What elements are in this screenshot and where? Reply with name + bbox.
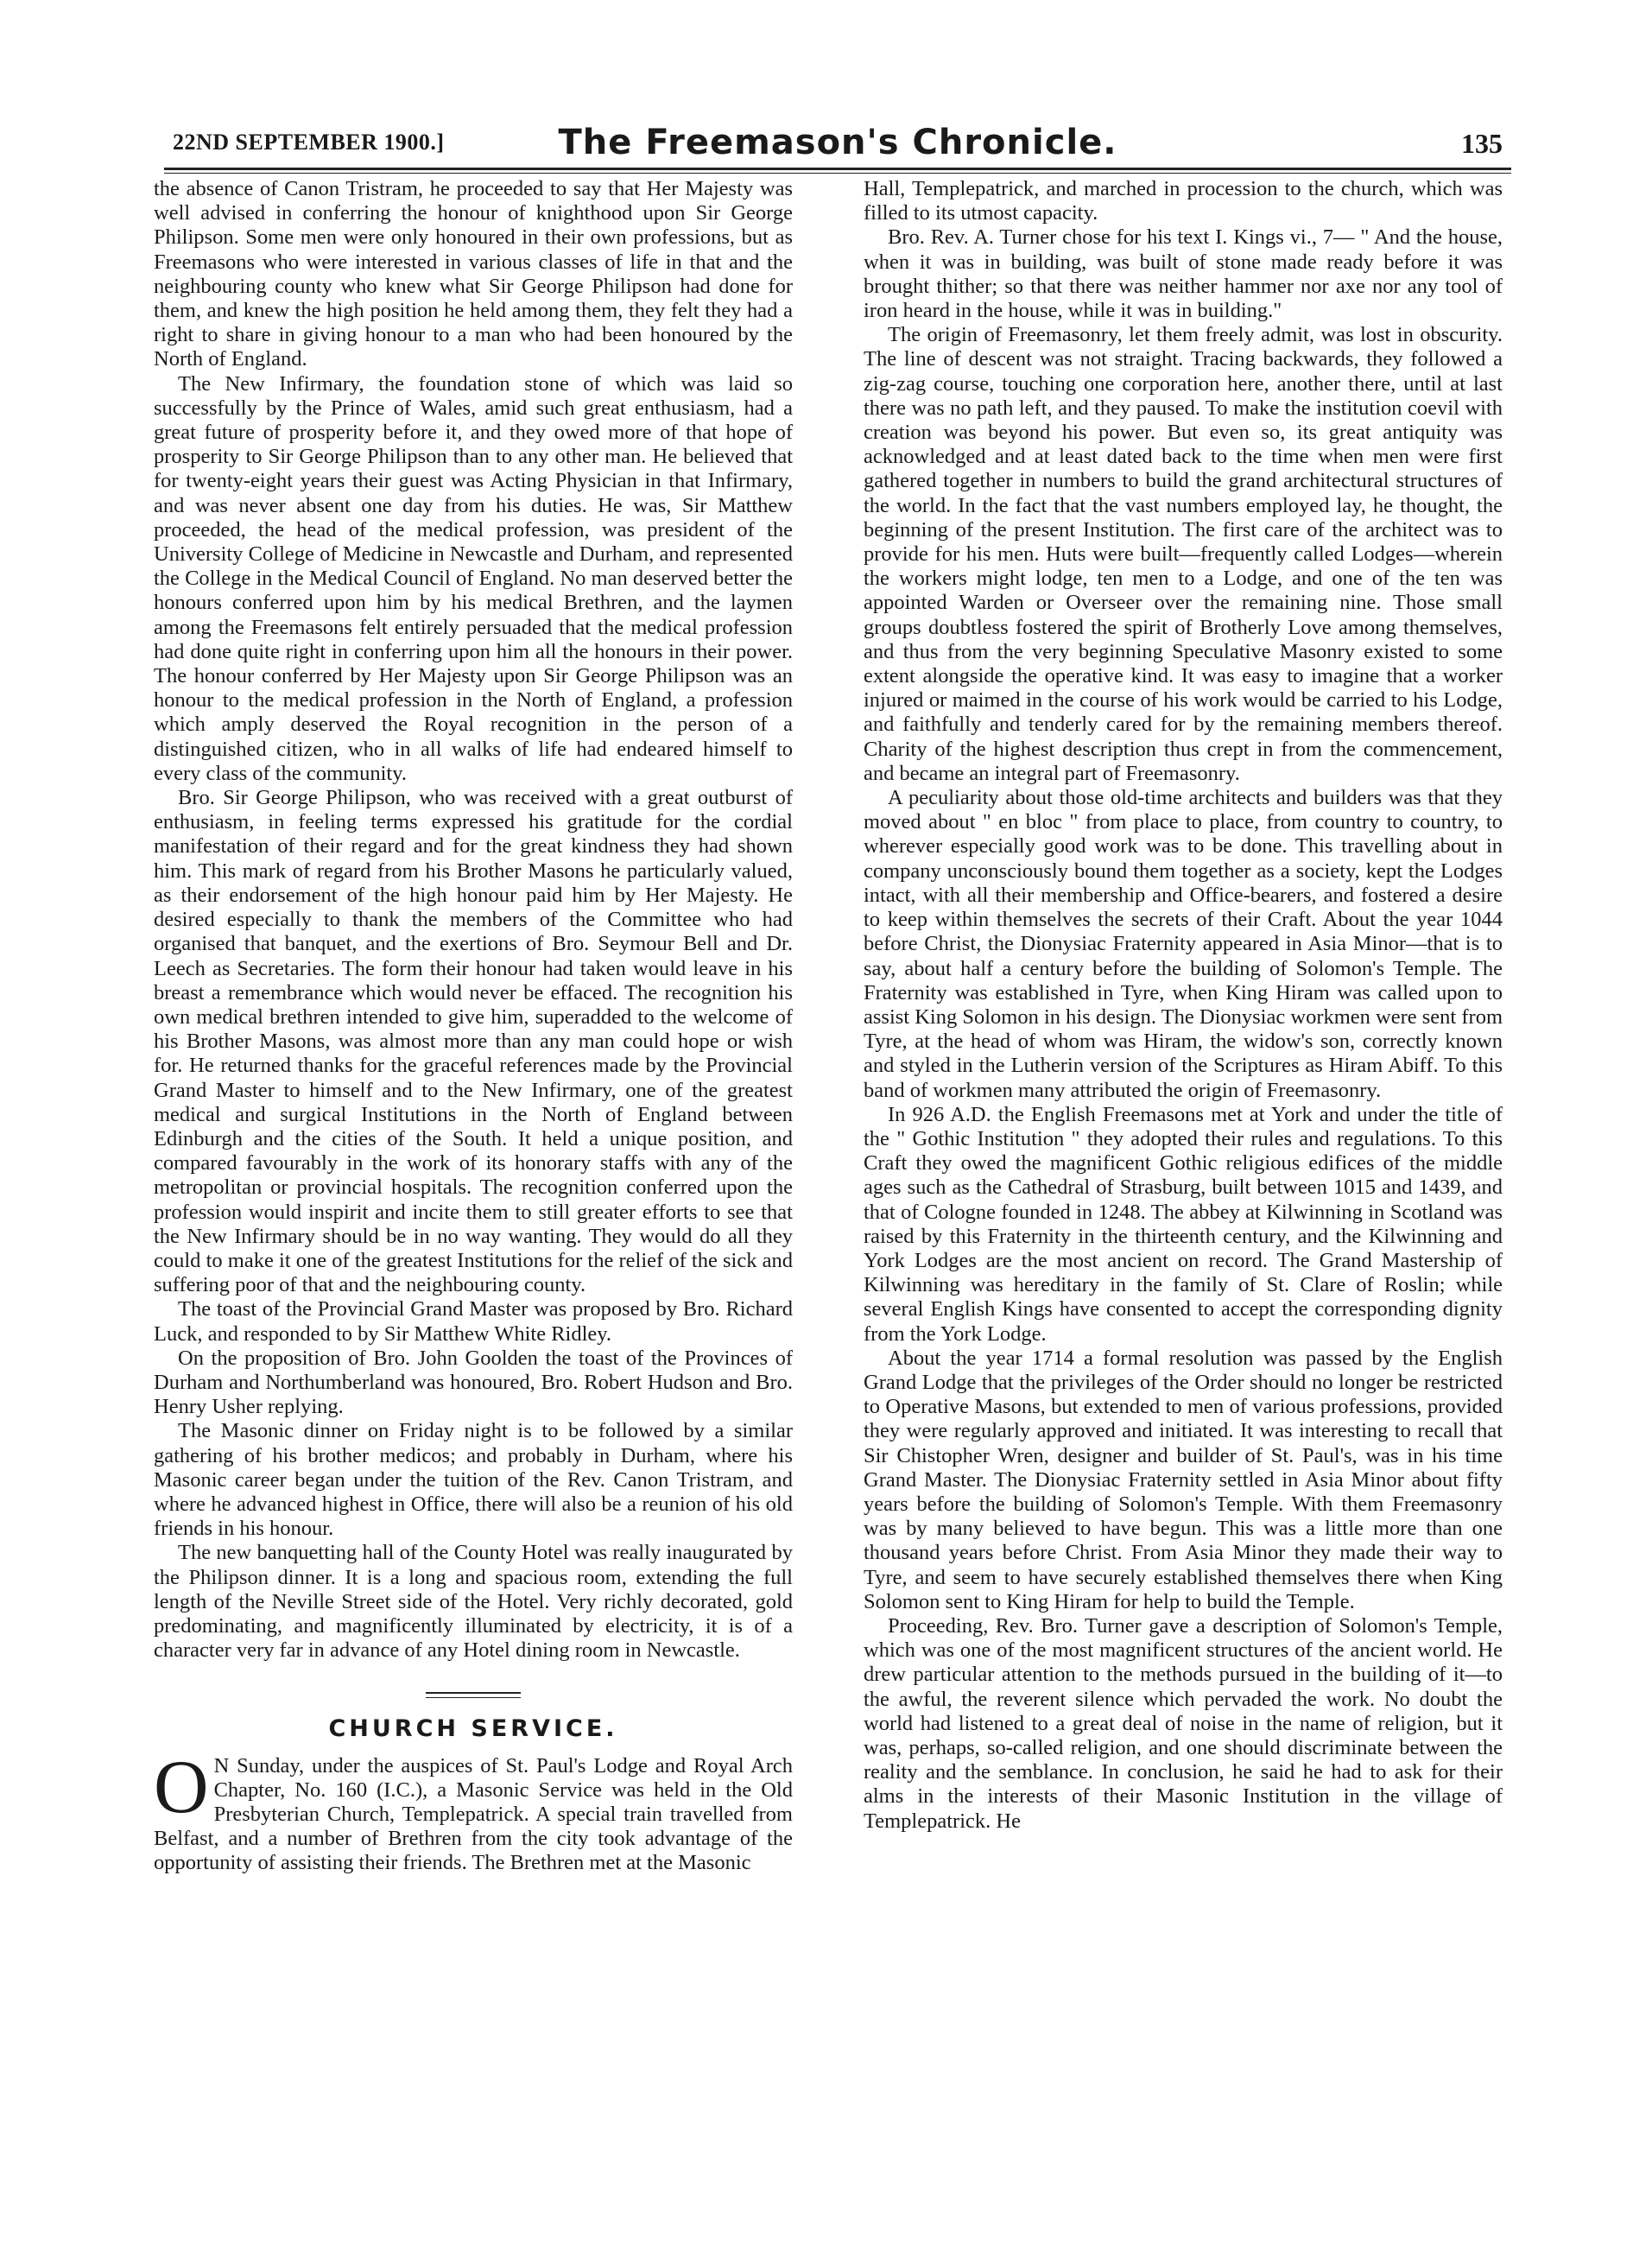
header-rule xyxy=(164,168,1511,170)
paragraph: The toast of the Provincial Grand Master was proposed by Bro. Richard Luck, and responded to by Sir Matthew White Ridley. xyxy=(154,1297,793,1346)
paragraph: About the year 1714 a formal resolution was passed by the English Grand Lodge that the privileges of the Order should no longer be restricted to Operative Masons, but extended to men of various professions, provided they were regularly approved and initiated. It was interesting to recall that Sir Chistopher Wren, designer and builder of St. Paul's, was in his time Grand Master. The Dionysiac Fraternity settled in Asia Minor about fifty years before the building of Solomon's Temple. With them Freemasonry was by many believed to have begun. This was a little more than one thousand years before Christ. From Asia Minor they made their way to Tyre, and seem to have securely established themselves there when King Solomon sent to King Hiram for help to build the Temple. xyxy=(864,1346,1503,1613)
section-divider xyxy=(426,1692,521,1698)
section-heading: CHURCH SERVICE. xyxy=(328,1715,618,1743)
right-column xyxy=(864,177,1503,2215)
paragraph: Bro. Sir George Philipson, who was received with a great outburst of enthusiasm, in feeling terms expressed his gratitude for the cordial manifestation of their regard and for the great kindness they had shown him. This mark of regard from his Brother Masons he particularly valued, as their endorsement of the high honour paid him by Her Majesty. He desired especially to thank the members of the Committee who had organised that banquet, and the exertions of Bro. Seymour Bell and Dr. Leech as Secretaries. The form their honour had taken would leave in his breast a remembrance which would never be effaced. The recognition his own medical brethren intended to give him, superadded to the welcome of his Brother Masons, was almost more than any man could hope or wish for. He returned thanks for the graceful references made by the Provincial Grand Master to himself and to the New Infirmary, one of the greatest medical and surgical Institutions in the North of England between Edinburgh and the cities of the South. It held a unique position, and compared favourably in the work of its honorary staffs with any of the metropolitan or provincial hospitals. The recognition conferred upon the profession would inspirit and incite them to still greater efforts to see that the New Infirmary should be in no way wanting. They would do all they could to make it one of the greatest Institutions for the relief of the sick and suffering poor of that and the neighbouring county. xyxy=(154,786,793,1297)
paragraph: On the proposition of Bro. John Goolden the toast of the Provinces of Durham and Northumberland was honoured, Bro. Robert Hudson and Bro. Henry Usher replying. xyxy=(154,1346,793,1419)
paragraph: A peculiarity about those old-time architects and builders was that they moved about " en bloc " from place to place, from country to country, to wherever especially good work was to be done. This travelling about in company unconsciously bound them together as a society, kept the Lodges intact, with all their membership and Office-bearers, and fostered a desire to keep within themselves the secrets of their Craft. About the year 1044 before Christ, the Dionysiac Fraternity appeared in Asia Minor—that is to say, about half a century before the building of Solomon's Temple. The Fraternity was established in Tyre, when King Hiram was called upon to assist King Solomon in his design. The Dionysiac workmen were sent from Tyre, at the head of whom was Hiram, the widow's son, correctly known and styled in the Lutherin version of the Scriptures as Hiram Abiff. To this band of workmen many attributed the origin of Freemasonry. xyxy=(864,786,1503,1102)
paragraph: The new banquetting hall of the County Hotel was really inaugurated by the Philipson dinner. It is a long and spacious room, extending the full length of the Neville Street side of the Hotel. Very richly decorated, gold predominating, and magnificently illuminated by electricity, it is of a character very far in advance of any Hotel dining room in Newcastle. xyxy=(154,1541,793,1663)
paragraph: Bro. Rev. A. Turner chose for his text I. Kings vi., 7— " And the house, when it was in building, was built of stone made ready before it was brought thither; so that there was neither hammer nor axe nor any tool of iron heard in the house, while it was in building." xyxy=(864,225,1503,323)
left-column xyxy=(154,177,793,2215)
paragraph: In 926 A.D. the English Freemasons met at York and under the title of the " Gothic Institution " they adopted their rules and regulations. To this Craft they owed the magnificent Gothic religious edifices of the middle ages such as the Cathedral of Strasburg, built between 1015 and 1439, and that of Cologne founded in 1248. The abbey at Kilwinning in Scotland was raised by this Fraternity in the thirteenth century, and the Kilwinning and York Lodges are the most ancient on record. The Grand Mastership of Kilwinning was hereditary in the family of St. Clare of Roslin; while several English Kings have consented to accept the corresponding dignity from the York Lodge. xyxy=(864,1102,1503,1346)
paragraph: The origin of Freemasonry, let them freely admit, was lost in obscurity. The line of descent was not straight. Tracing backwards, they followed a zig-zag course, touching one corporation here, another there, until at last there was no path left, and they paused. To make the institution coevil with creation was beyond his power. But even so, its great antiquity was acknowledged and at least dated back to the time when men were first gathered together in numbers to build the grand architectural structures of the world. In the fact that the vast numbers employed lay, he thought, the beginning of the present Institution. The first care of the architect was to provide for his men. Huts were built—frequently called Lodges—wherein the workers might lodge, ten men to a Lodge, and one of the ten was appointed Warden or Overseer over the remaining nine. Those small groups doubtless fostered the spirit of Brotherly Love among themselves, and thus from the very beginning Speculative Masonry existed to some extent alongside the operative kind. It was easy to imagine that a worker injured or maimed in the course of his work would be carried to his Lodge, and faithfully and tenderly cared for by the remaining members thereof. Charity of the highest description thus crept in from the commencement, and became an integral part of Freemasonry. xyxy=(864,323,1503,785)
page-number: 135 xyxy=(1461,128,1503,159)
paragraph: The Masonic dinner on Friday night is to be followed by a similar gathering of his brother medicos; and probably in Durham, where his Masonic career began under the tuition of the Rev. Canon Tristram, and where he advanced highest in Office, there will also be a reunion of his old friends in his honour. xyxy=(154,1419,793,1541)
publication-title: The Freemason's Chronicle. xyxy=(558,123,1117,162)
issue-date: 22ND SEPTEMBER 1900.] xyxy=(173,130,445,155)
church-service-paragraph xyxy=(154,1745,793,1876)
drop-cap: O xyxy=(154,1745,209,1829)
page-header xyxy=(164,123,1511,166)
church-service-text: N Sunday, under the auspices of St. Paul's Lodge and Royal Arch Chapter, No. 160 (I.C.), a Masonic Service was held in the Old Presbyterian Church, Templepatrick. A special train travelled from Belfast, and a number of Brethren from the city took advantage of the opportunity of assisting their friends. The Brethren met at the Masonic xyxy=(154,1753,793,1875)
paragraph: Proceeding, Rev. Bro. Turner gave a description of Solomon's Temple, which was one of the most magnificent structures of the ancient world. He drew particular attention to the methods pursued in the building of it—to the awful, the reverent silence which pervaded the work. No doubt the world had listened to a great deal of noise in the name of religion, but it was, perhaps, so-called religion, and one should discriminate between the reality and the semblance. In conclusion, he said he had to ask for their alms in the interests of their Masonic Institution in the village of Templepatrick. He xyxy=(864,1613,1503,1833)
paragraph: The New Infirmary, the foundation stone of which was laid so successfully by the Prince of Wales, amid such great enthusiasm, had a great future of prosperity before it, and they owed more of that hope of prosperity to Sir George Philipson than to any other man. He believed that for twenty-eight years their guest was Acting Physician in that Infirmary, and was never absent one day from his duties. He was, Sir Matthew proceeded, the head of the medical profession, was president of the University College of Medicine in Newcastle and Durham, and represented the College in the Medical Council of England. No man deserved better the honours conferred upon him by his medical Brethren, and the laymen among the Freemasons felt entirely persuaded that the medical profession had done quite right in conferring upon him all the honours in their power. The honour conferred by Her Majesty upon Sir George Philipson was an honour to the medical profession in the North of England, a profession which amply deserved the Royal recognition in the person of a distinguished citizen, who in all walks of life had endeared himself to every class of the community. xyxy=(154,371,793,785)
paragraph: Hall, Templepatrick, and marched in procession to the church, which was filled to its utmost capacity. xyxy=(864,177,1503,225)
paragraph: the absence of Canon Tristram, he proceeded to say that Her Majesty was well advised in conferring the honour of knighthood upon Sir George Philipson. Some men were only honoured in their own professions, but as Freemasons who were interested in various classes of life in that and the neighbouring county who knew what Sir George Philipson had done for them, and knew the high position he held among them, they felt they had a right to share in giving honour to a man who had been honoured by the North of England. xyxy=(154,177,793,371)
header-rule-thin xyxy=(164,173,1511,174)
